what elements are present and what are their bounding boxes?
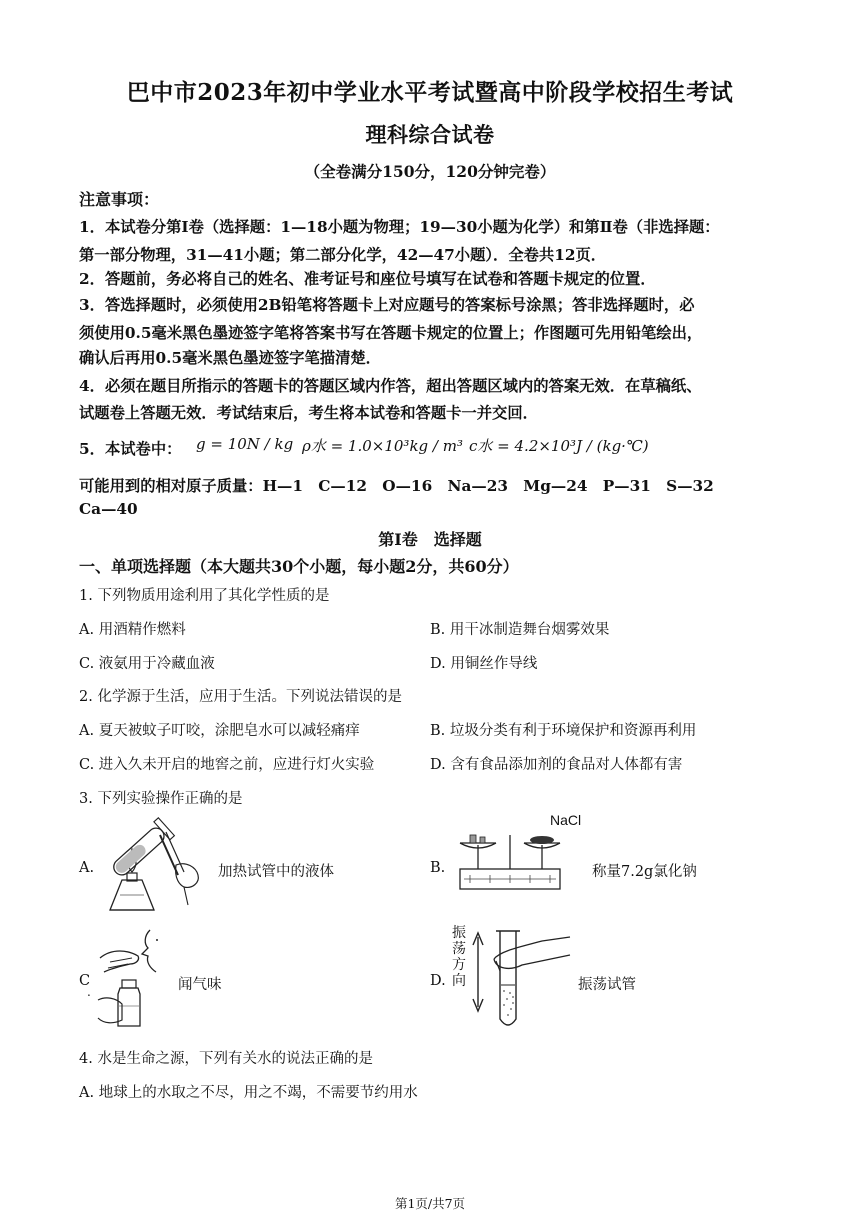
question-3-option-b-letter: B.: [430, 860, 446, 876]
formula-g: g = 10N / kg: [196, 435, 294, 453]
exam-title: 巴中市2023年初中学业水平考试暨高中阶段学校招生考试: [126, 79, 734, 106]
question-3-option-a-letter: A.: [79, 860, 95, 876]
note-1-line-1: 1．本试卷分第Ⅰ卷（选择题：1—18小题为物理；19—30小题为化学）和第Ⅱ卷（非选择题：: [79, 218, 720, 236]
note-1-line-2: 第一部分物理，31—41小题；第二部分化学，42—47小题）．全卷共12页．: [79, 246, 607, 264]
question-3-option-b-text: 称量7.2g氯化钠: [592, 864, 697, 880]
question-1-stem: 1. 下列物质用途利用了其化学性质的是: [79, 588, 330, 604]
question-2-stem: 2. 化学源于生活，应用于生活。下列说法错误的是: [79, 689, 402, 705]
question-4-option-a: A. 地球上的水取之不尽，用之不竭，不需要节约用水: [79, 1085, 418, 1101]
score-note: （全卷满分150分，120分钟完卷）: [304, 162, 556, 181]
question-1-option-c: C. 液氨用于冷藏血液: [79, 656, 215, 672]
note-3-line-2: 须使用0.5毫米黑色墨迹签字笔将答案书写在答题卡规定的位置上；作图题可先用铅笔绘出，: [79, 324, 703, 342]
question-1-option-b: B. 用干冰制造舞台烟雾效果: [430, 622, 610, 638]
question-2-option-a: A. 夏天被蚊子叮咬，涂肥皂水可以减轻痛痒: [79, 723, 360, 739]
notes-heading: 注意事项：: [79, 190, 160, 209]
note-3-line-1: 3．答选择题时，必须使用2B铅笔将答题卡上对应题号的答案标号涂黑；答非选择题时，必: [79, 296, 695, 314]
heating-test-tube-figure: [100, 815, 205, 923]
note-4-line-2: 试题卷上答题无效．考试结束后，考生将本试卷和答题卡一并交回．: [79, 404, 538, 422]
question-3-option-d-text: 振荡试管: [578, 977, 636, 993]
question-1-option-a: A. 用酒精作燃料: [79, 622, 186, 638]
question-2-option-c: C. 进入久未开启的地窖之前，应进行灯火实验: [79, 757, 375, 773]
question-1-option-d: D. 用铜丝作导线: [430, 656, 538, 672]
shaking-test-tube-figure: [470, 925, 580, 1035]
balance-scale-figure: [450, 825, 570, 893]
atomic-mass-line-2: Ca—40: [79, 500, 138, 518]
question-4-stem: 4. 水是生命之源，下列有关水的说法正确的是: [79, 1051, 373, 1067]
note-3-line-3: 确认后再用0.5毫米黑色墨迹签字笔描清楚．: [79, 349, 381, 367]
question-2-option-b: B. 垃圾分类有利于环境保护和资源再利用: [430, 723, 697, 739]
note-5-prefix: 5．本试卷中：: [79, 440, 182, 458]
formula-c: c水 = 4.2×10³J / (kg·℃): [469, 437, 649, 455]
question-3-option-d-letter: D.: [430, 973, 446, 989]
shake-direction-label: 振荡方向: [452, 925, 466, 989]
question-3-option-a-text: 加热试管中的液体: [218, 864, 334, 880]
formula-rho: ρ水 = 1.0×10³kg / m³: [302, 437, 463, 455]
smelling-gas-figure: [92, 928, 172, 1033]
question-3-option-c-text: 闻气味: [178, 977, 222, 993]
question-3-option-c-dot: .: [87, 985, 91, 999]
question-3-option-c-letter: C: [79, 973, 91, 989]
question-2-option-d: D. 含有食品添加剂的食品对人体都有害: [430, 757, 683, 773]
note-4-line-1: 4．必须在题目所指示的答题卡的答题区域内作答，超出答题区域内的答案无效．在草稿纸、: [79, 377, 702, 395]
exam-subtitle: 理科综合试卷: [365, 122, 495, 147]
page-number: 第1页/共7页: [394, 1196, 466, 1211]
nacl-label: NaCl: [550, 812, 582, 828]
part-title: 第Ⅰ卷 选择题: [378, 530, 482, 549]
note-2: 2．答题前，务必将自己的姓名、准考证号和座位号填写在试卷和答题卡规定的位置．: [79, 270, 656, 288]
section-heading: 一、单项选择题（本大题共30个小题，每小题2分，共60分）: [79, 557, 519, 576]
question-3-stem: 3. 下列实验操作正确的是: [79, 791, 243, 807]
atomic-mass-line-1: 可能用到的相对原子质量：H—1 C—12 O—16 Na—23 Mg—24 P—31 S—32: [79, 477, 714, 495]
